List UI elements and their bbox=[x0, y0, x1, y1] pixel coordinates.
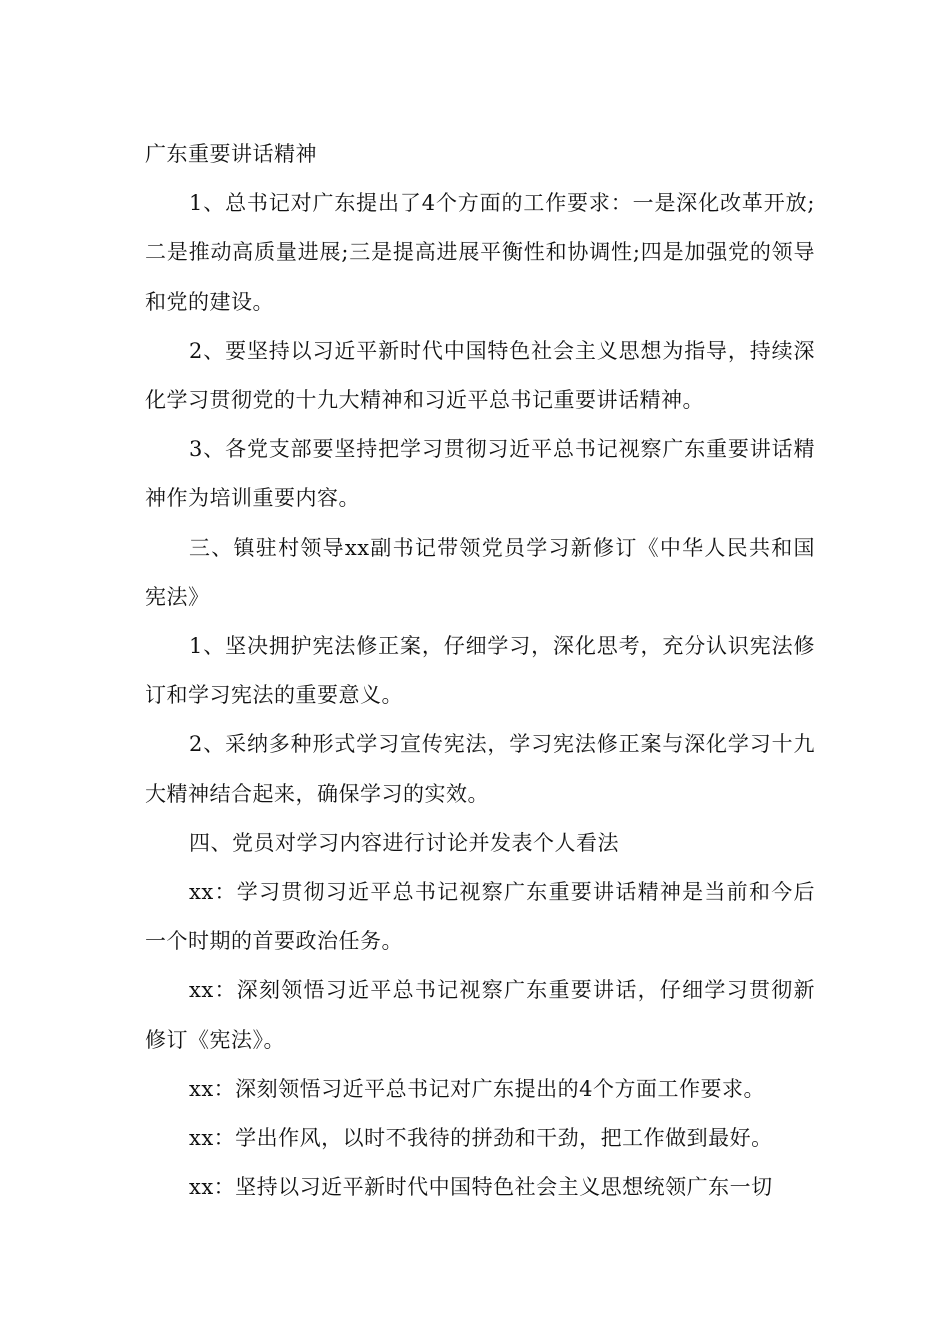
paragraph: xx：学出作风，以时不我待的拼劲和干劲，把工作做到最好。 bbox=[189, 1126, 773, 1151]
paragraph: xx：学习贯彻习近平总书记视察广东重要讲话精神是当前和今后一个时期的首要政治任务。 bbox=[145, 880, 815, 954]
paragraph: 3、各党支部要坚持把学习贯彻习近平总书记视察广东重要讲话精神作为培训重要内容。 bbox=[145, 437, 815, 511]
paragraph: 1、坚决拥护宪法修正案，仔细学习，深化思考，充分认识宪法修订和学习宪法的重要意义。 bbox=[145, 634, 815, 708]
section-heading: 四、党员对学习内容进行讨论并发表个人看法 bbox=[189, 830, 619, 855]
document-body bbox=[145, 130, 815, 1212]
document-title: 广东重要讲话精神 bbox=[145, 142, 317, 166]
paragraph: xx：深刻领悟习近平总书记视察广东重要讲话，仔细学习贯彻新修订《宪法》。 bbox=[145, 978, 815, 1052]
paragraph: 2、采纳多种形式学习宣传宪法，学习宪法修正案与深化学习十九大精神结合起来，确保学习的实效。 bbox=[145, 732, 815, 806]
paragraph: 2、要坚持以习近平新时代中国特色社会主义思想为指导，持续深化学习贯彻党的十九大精神和习近平总书记重要讲话精神。 bbox=[145, 338, 815, 413]
paragraph: xx：深刻领悟习近平总书记对广东提出的4个方面工作要求。 bbox=[189, 1076, 766, 1101]
paragraph: xx：坚持以习近平新时代中国特色社会主义思想统领广东一切 bbox=[189, 1175, 773, 1200]
paragraph: 1、总书记对广东提出了4个方面的工作要求：一是深化改革开放;二是推动高质量进展;三是提高进展平衡性和协调性;四是加强党的领导和党的建设。 bbox=[145, 191, 815, 314]
section-heading: 三、镇驻村领导xx副书记带领党员学习新修订《中华人民共和国宪法》 bbox=[145, 535, 815, 609]
